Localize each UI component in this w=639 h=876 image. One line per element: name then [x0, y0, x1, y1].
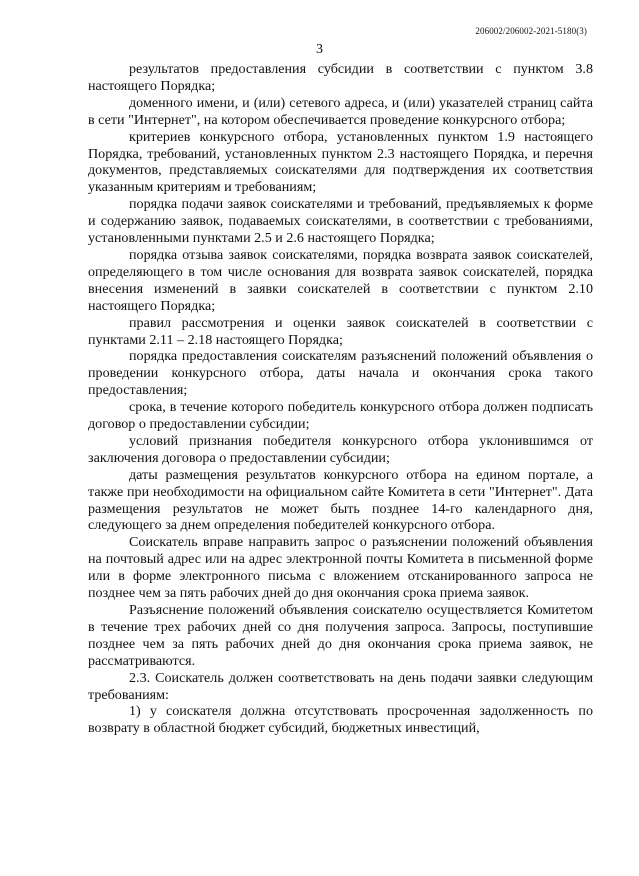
document-id: 206002/206002-2021-5180(3) — [475, 26, 587, 36]
paragraph: порядка подачи заявок соискателями и требований, предъявляемых к форме и содержанию заявок, подаваемых соискателями, в соответствии с требованиями, установленными пунктами 2.5 и 2.6 настоящего Порядка; — [88, 196, 593, 247]
paragraph: результатов предоставления субсидии в соответствии с пунктом 3.8 настоящего Порядка; — [88, 61, 593, 94]
paragraph: 1) у соискателя должна отсутствовать просроченная задолженность по возврату в областной бюджет субсидий, бюджетных инвестиций, — [88, 703, 593, 737]
paragraph: условий признания победителя конкурсного отбора уклонившимся от заключения договора о предоставлении субсидии; — [88, 432, 593, 466]
paragraph: порядка отзыва заявок соискателями, порядка возврата заявок соискателей, определяющего в том числе основания для возврата заявок соискателей, порядка внесения изменений в заявки соискателей в соответствии с пунктом 2.10 настоящего Порядка; — [88, 246, 593, 314]
paragraph: срока, в течение которого победитель конкурсного отбора должен подписать договор о предоставлении субсидии; — [88, 399, 593, 433]
paragraph: Соискатель вправе направить запрос о разъяснении положений объявления на почтовый адрес или на адрес электронной почты Комитета в письменной форме или в форме электронного письма с вложением отсканированного запроса не позднее чем за пять рабочих дней до дня окончания срока приема заявок. — [88, 534, 593, 602]
paragraph: Разъяснение положений объявления соискателю осуществляется Комитетом в течение трех рабочих дней со дня получения запроса. Запросы, поступившие позднее чем за пять рабочих дней до дня окончания срока приема заявок, не рассматриваются. — [88, 602, 593, 669]
paragraph: критериев конкурсного отбора, установленных пунктом 1.9 настоящего Порядка, требований, установленных пунктом 2.3 настоящего Порядка, и перечня документов, представляемых соискателями для подтверждения их соответствия указанным критериям и требованиям; — [88, 128, 593, 196]
document-body — [88, 61, 593, 737]
paragraph: правил рассмотрения и оценки заявок соискателей в соответствии с пунктами 2.11 – 2.18 настоящего Порядка; — [88, 314, 593, 348]
page-number: 3 — [316, 42, 323, 57]
paragraph: доменного имени, и (или) сетевого адреса, и (или) указателей страниц сайта в сети "Интернет", на котором обеспечивается проведение конкурсного отбора; — [88, 94, 593, 128]
paragraph: 2.3. Соискатель должен соответствовать на день подачи заявки следующим требованиям: — [88, 669, 593, 703]
paragraph: порядка предоставления соискателям разъяснений положений объявления о проведении конкурсного отбора, даты начала и окончания срока такого предоставления; — [88, 348, 593, 399]
paragraph: даты размещения результатов конкурсного отбора на едином портале, а также при необходимости на официальном сайте Комитета в сети "Интернет". Дата размещения результатов не может быть позднее 14-го календарного дня, следующего за днем определения победителей конкурсного отбора. — [88, 466, 593, 534]
